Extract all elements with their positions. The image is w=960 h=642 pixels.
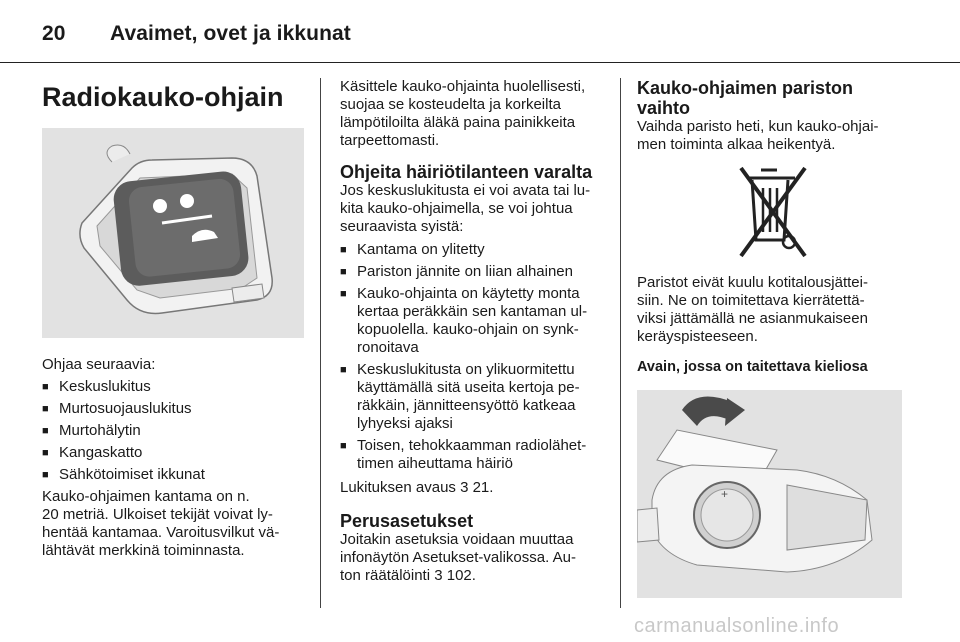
malfunction-intro: Jos keskuslukitusta ei voi avata tai lu- kita kauko-ohjaimella, se voi johtua seuraavista syistä: (340, 182, 591, 235)
controls-intro: Ohjaa seuraavia: (42, 356, 156, 373)
list-item: ■ Keskuslukitusta on ylikuormitettu käyttämällä sitä useita kertoja pe- räkkäin, jännitteensyöttö katkeaa lyhyeksi ajaksi (340, 361, 580, 432)
handling-paragraph: Käsittele kauko-ohjainta huolellisesti, suojaa se kosteudelta ja korkeilta lämpötiloilta äläkä paina painikkeita tarpeettomasti. (340, 78, 586, 149)
watermark: carmanualsonline.info (634, 615, 840, 637)
range-paragraph: Kauko-ohjaimen kantama on n. 20 metriä. Ulkoiset tekijät voivat ly- hentää kantamaa. Varoitusvilkut vä- lähtävät merkkinä toiminnasta. (42, 488, 280, 559)
malfunction-heading: Ohjeita häiriötilanteen varalta (340, 162, 593, 182)
column-divider-1 (320, 78, 321, 608)
column-battery (637, 78, 902, 598)
page-header (42, 22, 351, 46)
list-item: ■ Murtohälytin (42, 422, 141, 439)
controls-list (42, 378, 304, 484)
list-item: ■ Kangaskatto (42, 444, 143, 461)
locking-reference: Lukituksen avaus 3 21. (340, 479, 494, 496)
svg-text:+: + (721, 487, 729, 501)
settings-heading: Perusasetukset (340, 511, 474, 531)
section-title-remote: Radiokauko-ohjain (42, 82, 284, 112)
open-key-battery-icon (637, 390, 902, 598)
battery-replacement-illustration (637, 390, 902, 598)
key-fob-illustration (42, 128, 304, 338)
page-number: 20 (42, 22, 66, 45)
arrow-ref-icon: 3 (460, 479, 469, 496)
no-trash-bin-icon (739, 162, 811, 262)
settings-paragraph: Joitakin asetuksia voidaan muuttaa infonäytön Asetukset-valikossa. Au- ton räätälöinti 3 102. (340, 531, 576, 584)
battery-heading: Kauko-ohjaimen pariston vaihto (637, 78, 854, 118)
list-item: ■ Pariston jännite on liian alhainen (340, 263, 573, 280)
disposal-paragraph: Paristot eivät kuulu kotitalousjättei- siin. Ne on toimitettava kierrätettä- viksi jättämällä ne asianmukaiseen keräyspisteeseen. (637, 274, 868, 345)
list-item: ■ Toisen, tehokkaamman radiolähet- timen aiheuttama häiriö (340, 437, 587, 472)
list-item: ■ Kauko-ohjainta on käytetty monta kertaa peräkkäin sen kantaman ul- kopuolella. kauko-ohjain on synk- ronoitava (340, 285, 588, 356)
list-item: ■ Murtosuojauslukitus (42, 400, 192, 417)
column-remote-control (42, 78, 304, 560)
malfunction-list (340, 241, 605, 473)
list-item: ■ Kantama on ylitetty (340, 241, 485, 258)
arrow-ref-icon: 3 (434, 567, 443, 584)
header-rule (0, 62, 960, 63)
column-divider-2 (620, 78, 621, 608)
folding-key-subheading: Avain, jossa on taitettava kieliosa (637, 359, 868, 375)
column-handling (340, 78, 605, 585)
battery-paragraph: Vaihda paristo heti, kun kauko-ohjai- men toiminta alkaa heikentyä. (637, 118, 879, 153)
chapter-title: Avaimet, ovet ja ikkunat (110, 22, 351, 45)
list-item: ■ Sähkötoimiset ikkunat (42, 466, 205, 483)
key-fob-icon (42, 128, 304, 338)
list-item: ■ Keskuslukitus (42, 378, 151, 395)
